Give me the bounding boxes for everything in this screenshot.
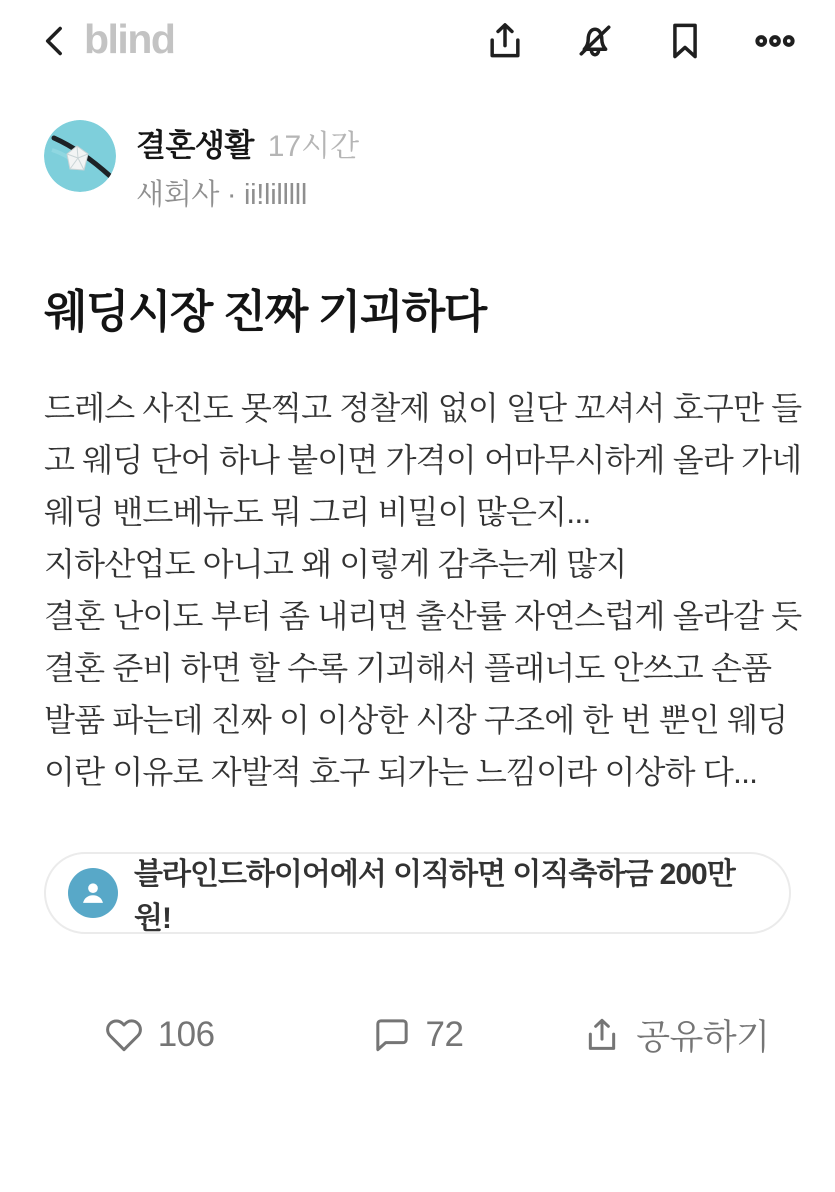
comment-icon [372,1015,412,1055]
ad-text: 블라인드하이어에서 이직하면 이직축하금 200만원! [134,858,735,935]
post-timestamp: 17시간 [267,130,360,163]
person-icon [68,868,118,918]
notifications-off-icon[interactable] [573,19,617,63]
more-icon[interactable] [753,19,797,63]
nav-right-icons [483,19,797,63]
comment-button[interactable] [288,1010,546,1060]
author-meta: 새회사 · ii!lilllll [136,179,308,211]
post-header-info [136,120,359,213]
back-icon[interactable] [36,21,76,61]
post-title: 웨딩시장 진짜 기괴하다 [44,286,486,337]
comment-count: 72 [425,1015,464,1054]
channel-name[interactable]: 결혼생활 [136,128,254,163]
share-label: 공유하기 [636,1018,770,1057]
bookmark-icon[interactable] [663,19,707,63]
share-small-icon [582,1015,622,1055]
heart-icon [104,1015,144,1055]
post-action-bar [30,1010,805,1060]
blind-logo: blind [84,15,175,62]
post-body: 드레스 사진도 못찍고 정찰제 없이 일단 꼬셔서 호구만 들고 웨딩 단어 하나 붙이면 가격이 어마무시하게 올라 가네 웨딩 밴드베뉴도 뭐 그리 비밀이 많은지... 지하산업도 아니고 왜 이렇게 감추는게 많지 결혼 난이도 부터 좀 내리면 출산률 자연스럽게 올라갈 듯 결혼 준비 하면 할 수록 기괴해서 플래너도 안쓰고 손품 발품 파는데 진짜 이 이상한 시장 구조에 한 번 뿐인 웨딩이란 이유로 자발적 호구 되가는 느낌이라 이상하 다... [44,390,802,790]
top-nav-bar [0,0,835,66]
like-button[interactable] [30,1010,288,1060]
share-icon[interactable] [483,19,527,63]
ad-banner[interactable] [44,852,791,934]
post-header [44,120,791,213]
like-count: 106 [157,1015,215,1054]
share-button[interactable] [547,1010,805,1060]
avatar[interactable] [44,120,116,192]
